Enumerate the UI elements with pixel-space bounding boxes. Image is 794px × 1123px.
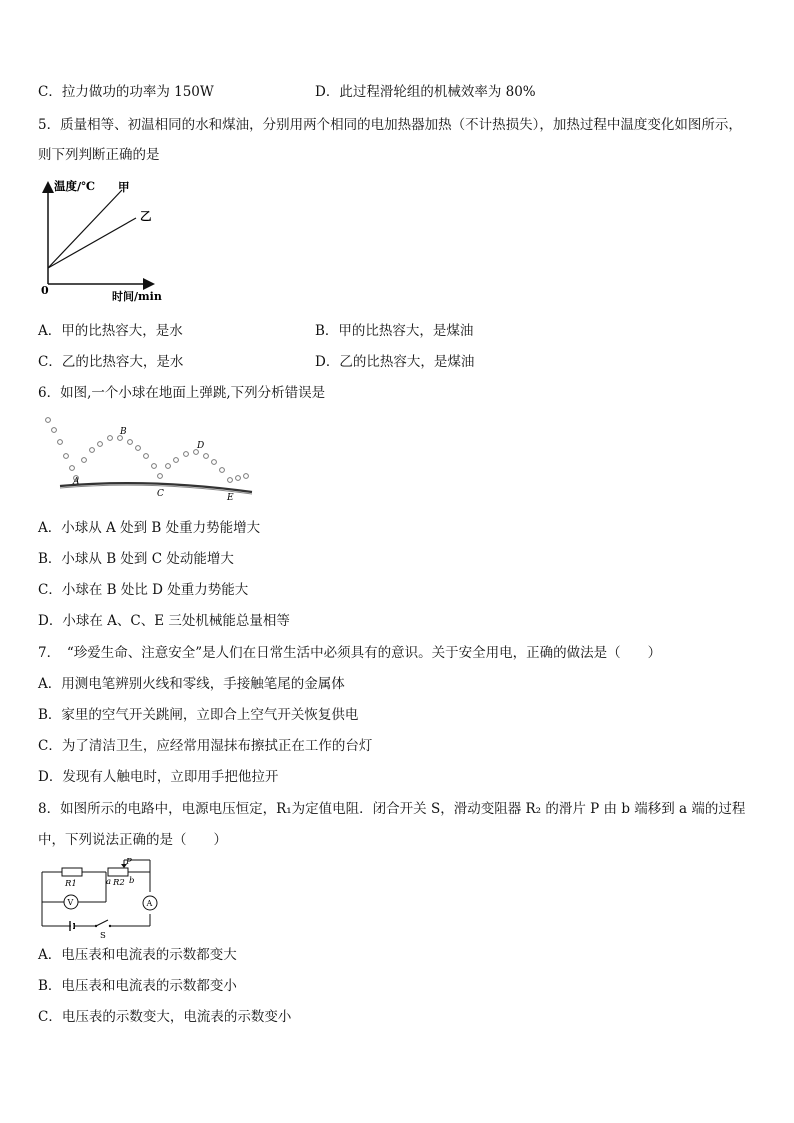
q7-option-d: D．发现有人触电时，立即用手把他拉开 — [38, 769, 279, 785]
q8-label-r2: R2 — [113, 878, 125, 888]
q5-line-jia — [48, 190, 122, 268]
q5-x-axis-label: 时间/min — [112, 290, 162, 303]
q8-label-a-end: a — [106, 877, 112, 887]
q5-label-yi: 乙 — [140, 209, 152, 223]
q5-stem-line1: 5．质量相等、初温相同的水和煤油，分别用两个相同的电加热器加热（不计热损失），加热过程中温度变化如图所示， — [38, 117, 742, 133]
q8-option-c: C．电压表的示数变大，电流表的示数变小 — [38, 1009, 292, 1025]
q8-rheostat-r2 — [108, 868, 128, 876]
q6-label-c: C — [157, 489, 164, 499]
q6-option-d: D．小球在 A、C、E 三处机械能总量相等 — [38, 613, 290, 629]
q5-origin-label: 0 — [41, 284, 49, 297]
q7-stem: 7． “珍爱生命、注意安全”是人们在日常生活中必须具有的意识。关于安全用电，正确的做法是（ ） — [38, 645, 662, 661]
q8-label-p: P — [126, 857, 132, 867]
q6-ball-trail — [46, 418, 249, 483]
q7-option-a: A．用测电笔辨别火线和零线，手接触笔尾的金属体 — [38, 676, 345, 692]
q8-circuit-diagram — [36, 854, 166, 940]
q6-label-d: D — [197, 441, 205, 451]
q6-bouncing-ball-figure — [40, 412, 260, 504]
q8-resistor-r1 — [62, 868, 82, 876]
q7-option-c: C．为了清洁卫生，应经常用湿抹布擦拭正在工作的台灯 — [38, 738, 373, 754]
q6-option-c: C．小球在 B 处比 D 处重力势能大 — [38, 582, 249, 598]
q6-option-b: B．小球从 B 处到 C 处动能增大 — [38, 551, 234, 567]
q8-label-v: V — [67, 898, 74, 907]
q8-stem-line1: 8．如图所示的电路中，电源电压恒定，R₁为定值电阻．闭合开关 S，滑动变阻器 R₂ 的滑片 P 由 b 端移到 a 端的过程 — [38, 801, 746, 817]
q6-label-e: E — [227, 493, 234, 503]
q8-label-ammeter: A — [146, 899, 153, 908]
q5-label-jia: 甲 — [118, 180, 130, 194]
q8-option-a: A．电压表和电流表的示数都变大 — [38, 947, 237, 963]
q6-stem: 6．如图,一个小球在地面上弹跳,下列分析错误是 — [38, 385, 326, 401]
q5-option-b: B．甲的比热容大，是煤油 — [315, 323, 474, 339]
q5-option-a: A．甲的比热容大，是水 — [38, 323, 183, 339]
q8-stem-line2: 中，下列说法正确的是（ ） — [38, 832, 227, 848]
q8-switch — [96, 920, 108, 926]
q5-option-c: C．乙的比热容大，是水 — [38, 354, 184, 370]
q5-option-d: D．乙的比热容大，是煤油 — [315, 354, 475, 370]
q7-option-b: B．家里的空气开关跳闸，立即合上空气开关恢复供电 — [38, 707, 359, 723]
q8-option-b: B．电压表和电流表的示数都变小 — [38, 978, 237, 994]
q4-option-c: C．拉力做功的功率为 150W — [38, 84, 214, 100]
q6-label-a: A — [73, 477, 80, 487]
q8-label-r1: R1 — [65, 879, 77, 889]
q4-option-d: D．此过程滑轮组的机械效率为 80% — [315, 84, 536, 100]
q5-line-yi — [48, 218, 136, 268]
q5-temperature-graph — [30, 176, 180, 306]
q6-option-a: A．小球从 A 处到 B 处重力势能增大 — [38, 520, 261, 536]
q8-label-s: S — [100, 931, 106, 940]
q5-stem-line2: 则下列判断正确的是 — [38, 147, 160, 163]
q8-label-b-end: b — [129, 876, 135, 886]
q5-y-axis-label: 温度/℃ — [54, 179, 95, 193]
q6-label-b: B — [120, 427, 127, 437]
